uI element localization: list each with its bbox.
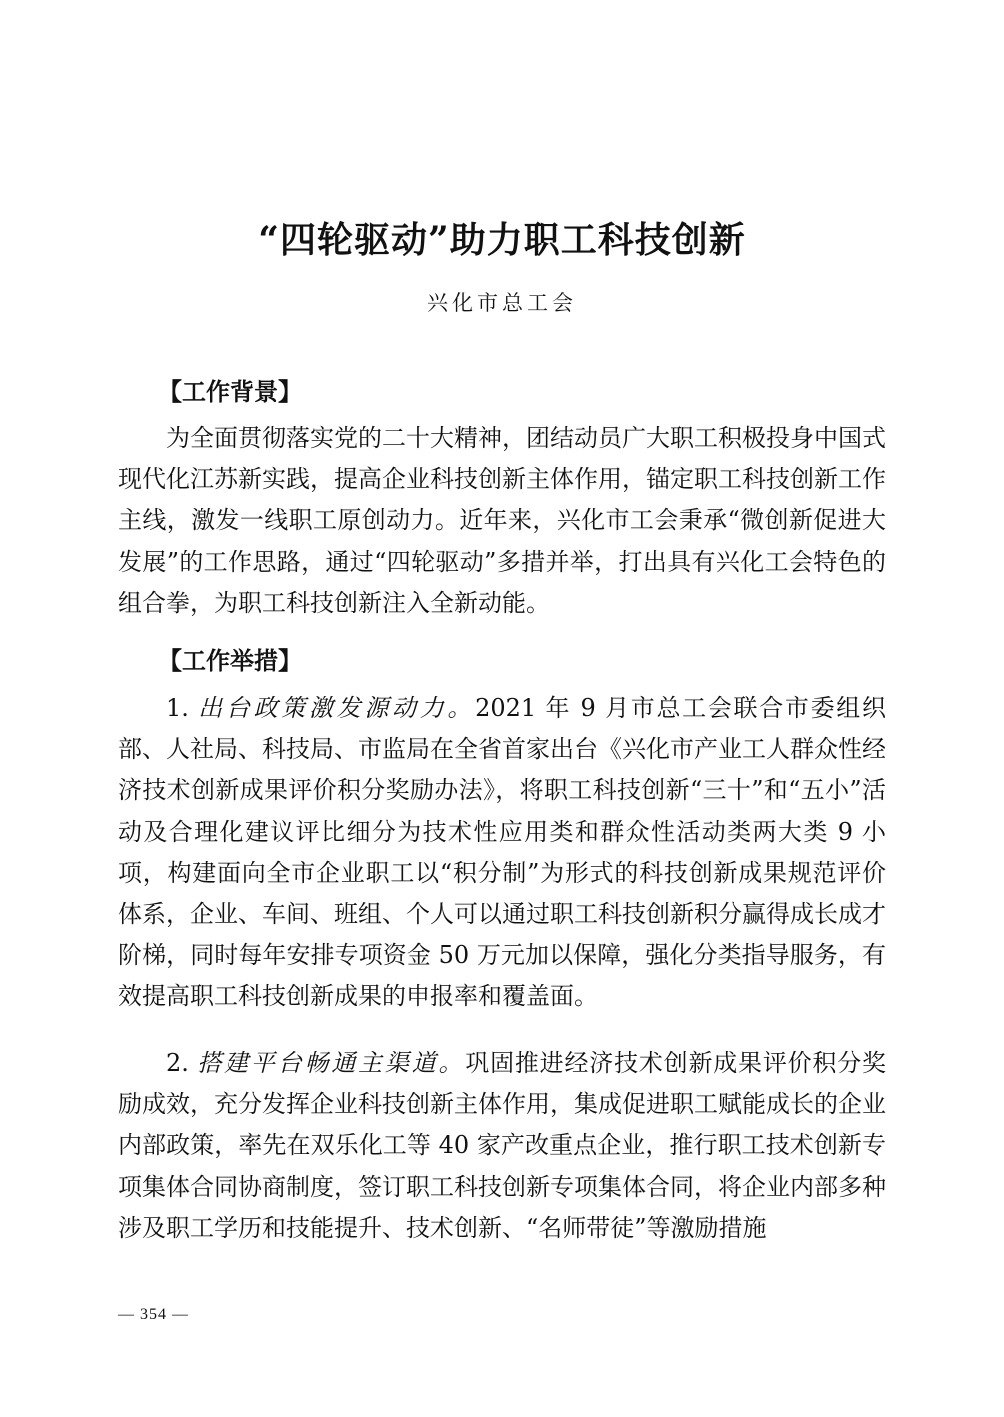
item-number: 2. <box>166 1049 189 1077</box>
section-heading-background: 【工作背景】 <box>158 378 302 406</box>
background-body <box>118 418 886 624</box>
item-lead: 出台政策激发源动力。 <box>198 694 476 722</box>
section-heading-measures: 【工作举措】 <box>158 647 302 675</box>
page-title: “四轮驱动”助力职工科技创新 <box>258 219 746 261</box>
measure-item-1 <box>118 688 886 1018</box>
item-text: 2021 年 9 月市总工会联合市委组织部、人社局、科技局、市监局在全省首家出台《兴化市产业工人群众性经济技术创新成果评价积分奖励办法》，将职工科技创新“三十”和“五小”活动及合理化建议评比细分为技术性应用类和群众性活动类两大类 9 小项，构建面向全市企业职工以“积分制”为形式的科技创新成果规范评价体系，企业、车间、班组、个人可以通过职工科技创新积分赢得成长成才阶梯，同时每年安排专项资金 50 万元加以保障，强化分类指导服务，有效提高职工科技创新成果的申报率和覆盖面。 <box>118 694 887 1011</box>
author: 兴化市总工会 <box>427 291 577 315</box>
page-number: — 354 — <box>118 1306 189 1323</box>
item-number: 1. <box>166 694 189 722</box>
item-text: 巩固推进经济技术创新成果评价积分奖励成效，充分发挥企业科技创新主体作用，集成促进职工赋能成长的企业内部政策，率先在双乐化工等 40 家产改重点企业，推行职工技术创新专项集体合同协商制度，签订职工科技创新专项集体合同，将企业内部多种涉及职工学历和技能提升、技术创新、“名师带徒”等激励措施 <box>118 1049 887 1242</box>
measure-item-2 <box>118 1043 886 1249</box>
background-paragraph: 为全面贯彻落实党的二十大精神，团结动员广大职工积极投身中国式现代化江苏新实践，提高企业科技创新主体作用，锚定职工科技创新工作主线，激发一线职工原创动力。近年来，兴化市工会秉承“微创新促进大发展”的工作思路，通过“四轮驱动”多措并举，打出具有兴化工会特色的组合拳，为职工科技创新注入全新动能。 <box>118 424 886 617</box>
item-lead: 搭建平台畅通主渠道。 <box>197 1049 466 1077</box>
